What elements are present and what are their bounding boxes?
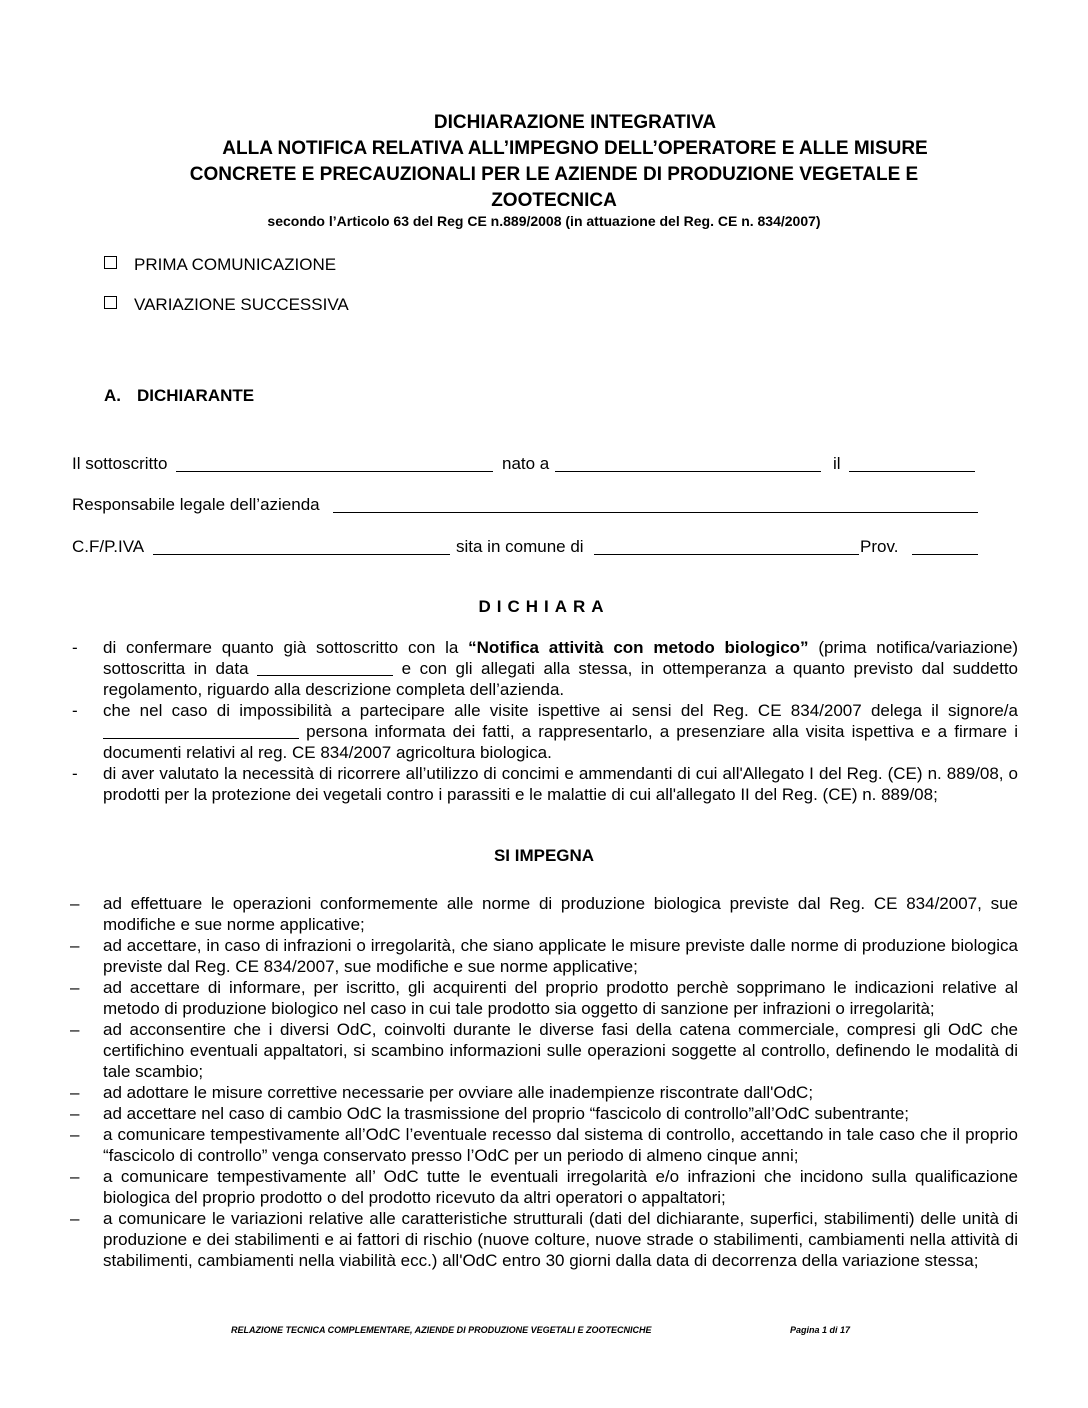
page-number: Pagina 1 di 17 (790, 1325, 851, 1335)
label-responsabile: Responsabile legale dell’azienda (72, 495, 320, 514)
label-nato-a: nato a (502, 454, 550, 473)
title-subtitle: secondo l’Articolo 63 del Reg CE n.889/2008 (in attuazione del Reg. CE n. 834/2007) (267, 213, 821, 229)
list-item (72, 1019, 1018, 1082)
list-dash: – (70, 894, 80, 913)
list-item (72, 763, 1018, 805)
section-title: DICHIARANTE (137, 386, 255, 405)
item-bold-text: “Notifica attività con metodo biologico” (468, 638, 809, 657)
item-text: ad acconsentire che i diversi OdC, coinvolti durante le diverse fasi della catena commerciale, compresi gli OdC che certifichino eventuali appaltatori, si scambino informazioni sulle operazioni soggette al controllo, definendo le modalità di tale scambio; (103, 1020, 1018, 1081)
list-item (72, 1082, 1018, 1103)
label-sottoscritto: Il sottoscritto (72, 454, 168, 473)
item-text: a comunicare tempestivamente all’OdC l’eventuale recesso dal sistema di controllo, accettando in tale caso che il proprio “fascicolo di controllo” venga conservato presso l’OdC per un periodo di almeno cinque anni; (103, 1125, 1018, 1165)
checkbox-square-icon[interactable] (104, 256, 117, 269)
list-dash: – (70, 1083, 80, 1102)
list-dash: – (70, 978, 80, 997)
checkbox-prima-comunicazione[interactable] (104, 255, 336, 275)
checkbox-label: VARIAZIONE SUCCESSIVA (134, 295, 349, 314)
impegna-list (72, 893, 1018, 1271)
item-text: (prima notifica/variazione) sottoscritta in data (103, 638, 1018, 678)
item-text: di aver valutato la necessità di ricorrere all’utilizzo di concimi e ammendanti di cui all'Allegato I del Reg. (CE) n. 889/08, o prodotti per la protezione dei vegetali contro i parassiti e le malattie di cui all'allegato II del Reg. (CE) n. 889/08; (103, 764, 1018, 804)
list-item (72, 935, 1018, 977)
list-dash: – (70, 1167, 80, 1186)
list-item (72, 637, 1018, 700)
field-delegato[interactable] (103, 723, 299, 739)
label-il: il (833, 454, 841, 473)
field-responsabile[interactable] (333, 512, 978, 513)
title-line-2: ALLA NOTIFICA RELATIVA ALL’IMPEGNO DELL’OPERATORE E ALLE MISURE (222, 138, 928, 159)
list-item (72, 1103, 1018, 1124)
list-item (72, 977, 1018, 1019)
title-line-4: ZOOTECNICA (491, 190, 617, 211)
list-dash: - (72, 764, 78, 783)
dichiara-list (72, 637, 1018, 805)
item-text: ad accettare nel caso di cambio OdC la trasmissione del proprio “fascicolo di controllo”all’OdC subentrante; (103, 1104, 909, 1123)
item-text: a comunicare tempestivamente all’ OdC tutte le eventuali irregolarità e/o infrazioni che incidono sulla qualificazione biologica del proprio prodotto o del prodotto ricevuto da altri operatori o appaltatori; (103, 1167, 1018, 1207)
heading-dichiara: DICHIARA (478, 597, 610, 616)
field-data-nascita[interactable] (849, 471, 975, 472)
list-dash: - (72, 638, 78, 657)
list-dash: - (72, 701, 78, 720)
list-item (72, 1166, 1018, 1208)
label-sita: sita in comune di (456, 537, 584, 556)
list-dash: – (70, 1125, 80, 1144)
label-cf: C.F/P.IVA (72, 537, 145, 556)
item-text: ad accettare di informare, per iscritto, gli acquirenti del proprio prodotto perchè sopprimano le indicazioni relative al metodo di produzione biologico nel caso in cui tale prodotto sia oggetto di sanzione per infrazioni o irregolarità; (103, 978, 1018, 1018)
title-line-3: CONCRETE E PRECAUZIONALI PER LE AZIENDE DI PRODUZIONE VEGETALE E (189, 164, 919, 185)
field-nato-a[interactable] (555, 471, 821, 472)
item-text: persona informata dei fatti, a rappresentarlo, a presenziare alla visita ispettiva e a firmare i documenti relativi al reg. CE 834/2007 agricoltura biologica. (103, 722, 1018, 762)
list-dash: – (70, 1209, 80, 1228)
list-dash: – (70, 1104, 80, 1123)
list-item (72, 893, 1018, 935)
list-item (72, 700, 1018, 763)
list-item (72, 1208, 1018, 1271)
label-prov: Prov. (860, 537, 899, 556)
checkbox-label: PRIMA COMUNICAZIONE (134, 255, 337, 274)
checkbox-square-icon[interactable] (104, 296, 117, 309)
section-heading-dichiarante (104, 386, 254, 406)
field-cf[interactable] (153, 554, 450, 555)
item-text: di confermare quanto già sottoscritto con la (103, 638, 469, 657)
list-dash: – (70, 936, 80, 955)
item-text: e con gli allegati alla stessa, in ottemperanza a quanto previsto dal suddetto regolamento, riguardo alla descrizione completa dell’azienda. (103, 659, 1019, 699)
heading-si-impegna: SI IMPEGNA (493, 846, 595, 865)
footer-text: RELAZIONE TECNICA COMPLEMENTARE, AZIENDE DI PRODUZIONE VEGETALI E ZOOTECNICHE (231, 1325, 652, 1335)
list-dash: – (70, 1020, 80, 1039)
item-text: ad effettuare le operazioni conformemente alle norme di produzione biologica previste dal Reg. CE 834/2007, sue modifiche e sue norme applicative; (103, 894, 1018, 934)
checkbox-variazione-successiva[interactable] (104, 295, 349, 315)
list-item (72, 1124, 1018, 1166)
title-line-1: DICHIARAZIONE INTEGRATIVA (433, 112, 717, 133)
section-letter: A. (104, 386, 121, 405)
field-sottoscritto[interactable] (176, 471, 493, 472)
field-comune[interactable] (594, 554, 859, 555)
item-text: ad accettare, in caso di infrazioni o irregolarità, che siano applicate le misure previste dalle norme di produzione biologica previste dal Reg. CE 834/2007, sue modifiche e sue norme applicative; (103, 936, 1018, 976)
item-text: ad adottare le misure correttive necessarie per ovviare alle inadempienze riscontrate dall'OdC; (103, 1083, 814, 1102)
field-data-sottoscrizione[interactable] (257, 660, 393, 676)
item-text: che nel caso di impossibilità a partecipare alle visite ispettive ai sensi del Reg. CE 834/2007 delega il signore/a (103, 701, 1018, 720)
item-text: a comunicare le variazioni relative alle caratteristiche strutturali (dati del dichiarante, superfici, stabilimenti) delle unità di produzione e dei stabilimenti e ai fattori di rischio (nuove colture, nuove strade o stabilimenti, cambiamenti nella attività di stabilimenti, cambiamenti nella viabilità ecc.) all'OdC entro 30 giorni dalla data di decorrenza della variazione stessa; (103, 1209, 1018, 1270)
field-prov[interactable] (912, 554, 978, 555)
